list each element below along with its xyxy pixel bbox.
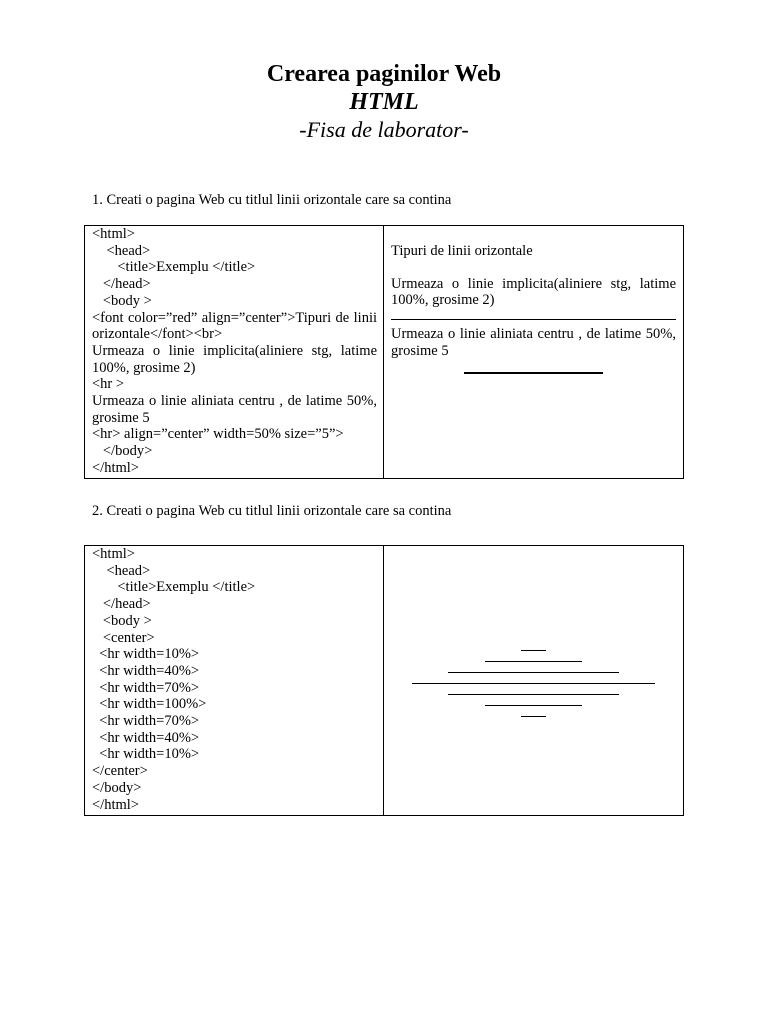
code-line: <center>: [92, 629, 155, 646]
code-line: </html>: [92, 796, 139, 813]
output-paragraph-1: Urmeaza o linie implicita(aliniere stg, latime 100%, grosime 2): [391, 275, 676, 309]
code-line: </html>: [92, 459, 139, 476]
code-line: <hr> align=”center” width=50% size=”5”>: [92, 426, 344, 443]
code-line: <hr >: [92, 376, 125, 393]
output-hr-40-percent: [485, 661, 582, 662]
code-line: <hr width=40%>: [92, 662, 200, 679]
output-paragraph-2: Urmeaza o linie aliniata centru , de latime 50%, grosime 5: [391, 326, 676, 359]
output-hr-default: [391, 319, 676, 320]
code-line: <head>: [92, 242, 151, 259]
code-line: </body>: [92, 779, 142, 796]
code-line: <hr width=100%>: [92, 696, 207, 713]
code-line: <head>: [92, 562, 151, 579]
output-hr-70-percent: [448, 672, 618, 673]
code-line: <hr width=10%>: [92, 746, 200, 763]
exercise-1-code-cell: [85, 226, 384, 478]
code-line: <hr width=10%>: [92, 646, 200, 663]
code-line: <hr width=70%>: [92, 679, 200, 696]
code-line: <title>Exemplu </title>: [92, 259, 256, 276]
code-line: </head>: [92, 596, 151, 613]
code-line: </head>: [92, 276, 151, 293]
code-line: <title>Exemplu </title>: [92, 579, 256, 596]
document-header: [0, 60, 768, 143]
code-line: <html>: [92, 226, 135, 242]
code-line: <font color=”red” align=”center”>Tipuri de linii orizontale</font><br>: [92, 309, 377, 343]
exercise-2-code-cell: [85, 546, 384, 815]
output-hr-40-percent: [485, 705, 582, 706]
output-heading: Tipuri de linii orizontale: [391, 243, 533, 259]
output-hr-10-percent: [521, 716, 545, 717]
document-subtitle-2: -Fisa de laborator-: [299, 117, 469, 142]
exercise-1-table: [84, 225, 684, 479]
exercise-2-table: [84, 545, 684, 816]
output-hr-centered: [464, 372, 603, 374]
task-1-text: 1. Creati o pagina Web cu titlul linii orizontale care sa contina: [92, 192, 452, 208]
output-hr-10-percent: [521, 650, 545, 651]
code-line: </body>: [92, 443, 153, 460]
exercise-2-output-cell: [384, 546, 683, 815]
task-2-text: 2. Creati o pagina Web cu titlul linii orizontale care sa contina: [92, 503, 452, 519]
code-line: <html>: [92, 546, 135, 562]
exercise-1-output-cell: [384, 226, 683, 478]
code-line: <hr width=70%>: [92, 713, 200, 730]
output-hr-70-percent: [448, 694, 618, 695]
code-line: Urmeaza o linie aliniata centru , de latime 50%, grosime 5: [92, 393, 377, 426]
code-line: Urmeaza o linie implicita(aliniere stg, latime 100%, grosime 2): [92, 342, 377, 376]
code-line: </center>: [92, 763, 148, 780]
output-hr-100-percent: [412, 683, 655, 684]
document-subtitle: HTML: [349, 89, 419, 115]
document-title: Crearea paginilor Web: [266, 61, 502, 87]
code-line: <body >: [92, 292, 152, 309]
code-line: <hr width=40%>: [92, 729, 200, 746]
code-line: <body >: [92, 612, 152, 629]
